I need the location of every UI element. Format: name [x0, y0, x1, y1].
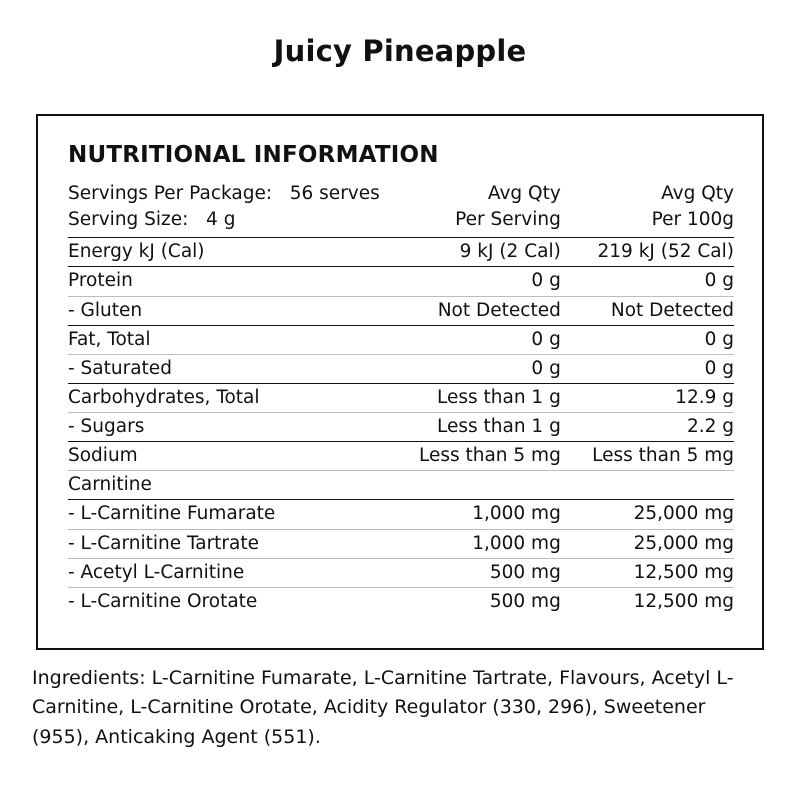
nutrition-information-panel: [36, 114, 764, 650]
table-row: [68, 383, 734, 412]
row-value-per-serving: 500 mg: [388, 587, 561, 616]
row-value-per-100g: Less than 5 mg: [561, 442, 734, 471]
row-value-per-serving: 0 g: [388, 267, 561, 296]
row-value-per-serving: Not Detected: [388, 296, 561, 325]
table-row: [68, 442, 734, 471]
row-label: - L-Carnitine Tartrate: [68, 529, 388, 558]
servings-per-package-cell: [68, 180, 388, 208]
row-value-per-100g: 12,500 mg: [561, 587, 734, 616]
serving-size-label: Serving Size:: [68, 209, 189, 231]
row-value-per-100g: 12.9 g: [561, 383, 734, 412]
row-value-per-100g: 12,500 mg: [561, 558, 734, 587]
row-label: Carbohydrates, Total: [68, 383, 388, 412]
row-value-per-serving: Less than 1 g: [388, 413, 561, 442]
serving-size-value: 4 g: [206, 209, 236, 231]
row-value-per-100g: 0 g: [561, 354, 734, 383]
ingredients-text: Ingredients: L-Carnitine Fumarate, L-Carnitine Tartrate, Flavours, Acetyl L-Carnitine, L-Carnitine Orotate, Acidity Regulator (330, 296), Sweetener (955), Anticaking Agent (551).: [32, 667, 734, 748]
row-value-per-serving: Less than 1 g: [388, 383, 561, 412]
servings-per-package-value: 56 serves: [289, 183, 380, 204]
table-row: [68, 325, 734, 354]
row-value-per-serving: Less than 5 mg: [388, 442, 561, 471]
row-value-per-100g: 0 g: [561, 325, 734, 354]
servings-per-package-label: Servings Per Package:: [68, 183, 273, 204]
row-label: - Gluten: [68, 296, 388, 325]
row-label: - L-Carnitine Fumarate: [68, 500, 388, 529]
row-value-per-serving: 0 g: [388, 325, 561, 354]
row-value-per-serving: 500 mg: [388, 558, 561, 587]
table-row: [68, 296, 734, 325]
row-value-per-serving: 1,000 mg: [388, 529, 561, 558]
row-value-per-serving: [388, 471, 561, 500]
serving-size-cell: [68, 208, 388, 238]
row-label: Protein: [68, 267, 388, 296]
col-header-hundred-line2: Per 100g: [651, 209, 734, 231]
row-label: Fat, Total: [68, 325, 388, 354]
nutrition-table: [68, 180, 734, 616]
col-header-hundred-line1: Avg Qty: [661, 183, 734, 204]
table-row: [68, 500, 734, 529]
table-row: [68, 471, 734, 500]
panel-heading: NUTRITIONAL INFORMATION: [68, 142, 439, 168]
row-label: - Acetyl L-Carnitine: [68, 558, 388, 587]
row-value-per-100g: 25,000 mg: [561, 500, 734, 529]
row-value-per-100g: 219 kJ (52 Cal): [561, 238, 734, 267]
row-value-per-100g: [561, 471, 734, 500]
row-label: - Saturated: [68, 354, 388, 383]
table-header-row-1: [68, 180, 734, 208]
row-label: - Sugars: [68, 413, 388, 442]
table-header-row-2: [68, 208, 734, 238]
row-value-per-serving: 0 g: [388, 354, 561, 383]
row-label: Sodium: [68, 442, 388, 471]
row-label: Carnitine: [68, 471, 388, 500]
col-header-serving-line1: Avg Qty: [487, 183, 561, 204]
table-row: [68, 354, 734, 383]
row-value-per-serving: 1,000 mg: [388, 500, 561, 529]
row-value-per-100g: 0 g: [561, 267, 734, 296]
table-row: [68, 238, 734, 267]
row-value-per-100g: 25,000 mg: [561, 529, 734, 558]
row-value-per-100g: 2.2 g: [561, 413, 734, 442]
nutrition-table-body: [68, 180, 734, 616]
table-row: [68, 558, 734, 587]
table-row: [68, 267, 734, 296]
row-value-per-serving: 9 kJ (2 Cal): [388, 238, 561, 267]
col-header-serving-line2: Per Serving: [455, 209, 561, 231]
row-label: - L-Carnitine Orotate: [68, 587, 388, 616]
row-label: Energy kJ (Cal): [68, 238, 388, 267]
table-row: [68, 413, 734, 442]
page-title: Juicy Pineapple: [273, 34, 527, 68]
table-row: [68, 587, 734, 616]
row-value-per-100g: Not Detected: [561, 296, 734, 325]
table-row: [68, 529, 734, 558]
